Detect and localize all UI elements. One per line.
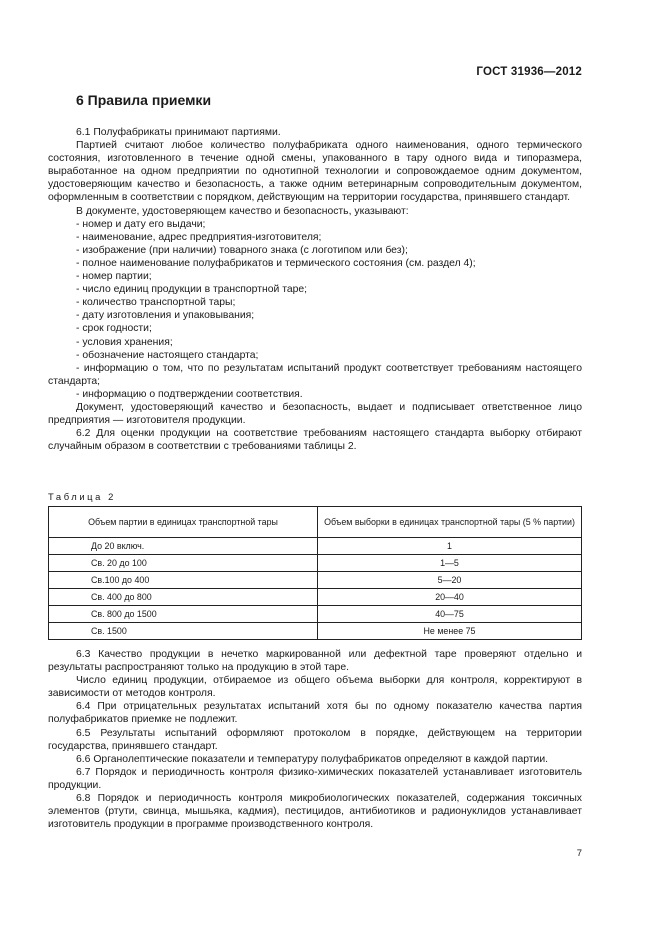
table-row <box>49 623 582 640</box>
section-title: 6 Правила приемки <box>76 92 212 108</box>
table-header-sample-size: Объем выборки в единицах транспортной тары (5 % партии) <box>318 507 582 538</box>
table-row <box>49 572 582 589</box>
list-item: - количество транспортной тары; <box>76 297 236 309</box>
list-item: - информацию о подтверждении соответствия. <box>76 388 303 400</box>
table-row <box>49 538 582 555</box>
table-header-row <box>49 507 582 538</box>
list-item: - изображение (при наличии) товарного знака (с логотипом или без); <box>76 244 408 256</box>
lot-size-cell: Св. 800 до 1500 <box>49 606 318 623</box>
standard-code: ГОСТ 31936—2012 <box>476 66 582 78</box>
list-item: - полное наименование полуфабрикатов и термического состояния (см. раздел 4); <box>76 257 476 269</box>
section-body-top <box>48 126 582 453</box>
paragraph: 6.7 Порядок и периодичность контроля физико-химических показателей устанавливает изготовитель продукции. <box>48 766 582 791</box>
paragraph: - информацию о том, что по результатам испытаний продукт соответствует требованиям настоящего стандарта; <box>48 362 582 387</box>
lot-size-cell: До 20 включ. <box>49 538 318 555</box>
list-item: - дату изготовления и упаковывания; <box>76 310 255 322</box>
sample-size-cell: 1—5 <box>318 555 582 572</box>
paragraph: 6.1 Полуфабрикаты принимают партиями. <box>76 127 281 138</box>
table-row <box>49 589 582 606</box>
sample-size-cell: 5—20 <box>318 572 582 589</box>
lot-size-cell: Св. 400 до 800 <box>49 589 318 606</box>
paragraph: В документе, удостоверяющем качество и безопасность, указывают: <box>76 205 409 217</box>
paragraph: Партией считают любое количество полуфабриката одного наименования, одного термического состояния, изготовленного в течение одной смены, упакованного в тару одного вида и типоразмера, выработанное на одном предприятии по однотипной технологии и сопровождаемое одним документом, удостоверяющим качество и безопасность, а также одним ветеринарным сопроводительным документом, оформленным в соответствии с порядком, действующим на территории государства, принявшего стандарт. <box>48 140 582 204</box>
sample-size-cell: 20—40 <box>318 589 582 606</box>
list-item: - обозначение настоящего стандарта; <box>76 349 259 361</box>
paragraph: Число единиц продукции, отбираемое из общего объема выборки для контроля, корректируют в зависимости от методов контроля. <box>48 675 582 700</box>
sample-size-cell: Не менее 75 <box>318 623 582 640</box>
paragraph: 6.3 Качество продукции в нечетко маркированной или дефектной таре проверяют отдельно и результаты распространяют только на продукцию в этой таре. <box>48 649 582 674</box>
list-item: - срок годности; <box>76 323 152 335</box>
paragraph: 6.2 Для оценки продукции на соответствие требованиям настоящего стандарта выборку отбирают случайным образом в соответствии с требованиями таблицы 2. <box>48 428 582 453</box>
paragraph: 6.4 При отрицательных результатах испытаний хотя бы по одному показателю качества партия полуфабрикатов приемке не подлежит. <box>48 701 582 726</box>
sample-size-cell: 1 <box>318 538 582 555</box>
paragraph: 6.5 Результаты испытаний оформляют протоколом в порядке, действующем на территории государства, принявшего стандарт. <box>48 727 582 752</box>
page-number: 7 <box>576 848 582 859</box>
table-row <box>49 555 582 572</box>
sample-size-cell: 40—75 <box>318 606 582 623</box>
lot-size-cell: Св.100 до 400 <box>49 572 318 589</box>
list-item: - наименование, адрес предприятия-изготовителя; <box>76 231 322 243</box>
paragraph: Документ, удостоверяющий качество и безопасность, выдает и подписывает ответственное лицо предприятия — изготовителя продукции. <box>48 401 582 427</box>
table-header-lot-size: Объем партии в единицах транспортной тары <box>49 507 318 538</box>
list-item: - число единиц продукции в транспортной таре; <box>76 284 308 296</box>
section-body-bottom <box>48 648 582 831</box>
lot-size-cell: Св. 20 до 100 <box>49 555 318 572</box>
list-item: - условия хранения; <box>76 336 173 348</box>
table-body <box>49 538 582 640</box>
paragraph: 6.6 Органолептические показатели и температуру полуфабрикатов определяют в каждой партии. <box>76 753 549 765</box>
list-item: - номер и дату его выдачи; <box>76 218 206 230</box>
table-row <box>49 606 582 623</box>
paragraph: 6.8 Порядок и периодичность контроля микробиологических показателей, содержания токсичных элементов (ртути, свинца, мышьяка, кадмия), пестицидов, антибиотиков и радионуклидов устанавливает изготовитель продукции в программе производственного контроля. <box>48 793 582 831</box>
sample-size-table <box>48 506 582 640</box>
table-caption: Таблица 2 <box>48 491 116 502</box>
list-item: - номер партии; <box>76 271 152 283</box>
lot-size-cell: Св. 1500 <box>49 623 318 640</box>
